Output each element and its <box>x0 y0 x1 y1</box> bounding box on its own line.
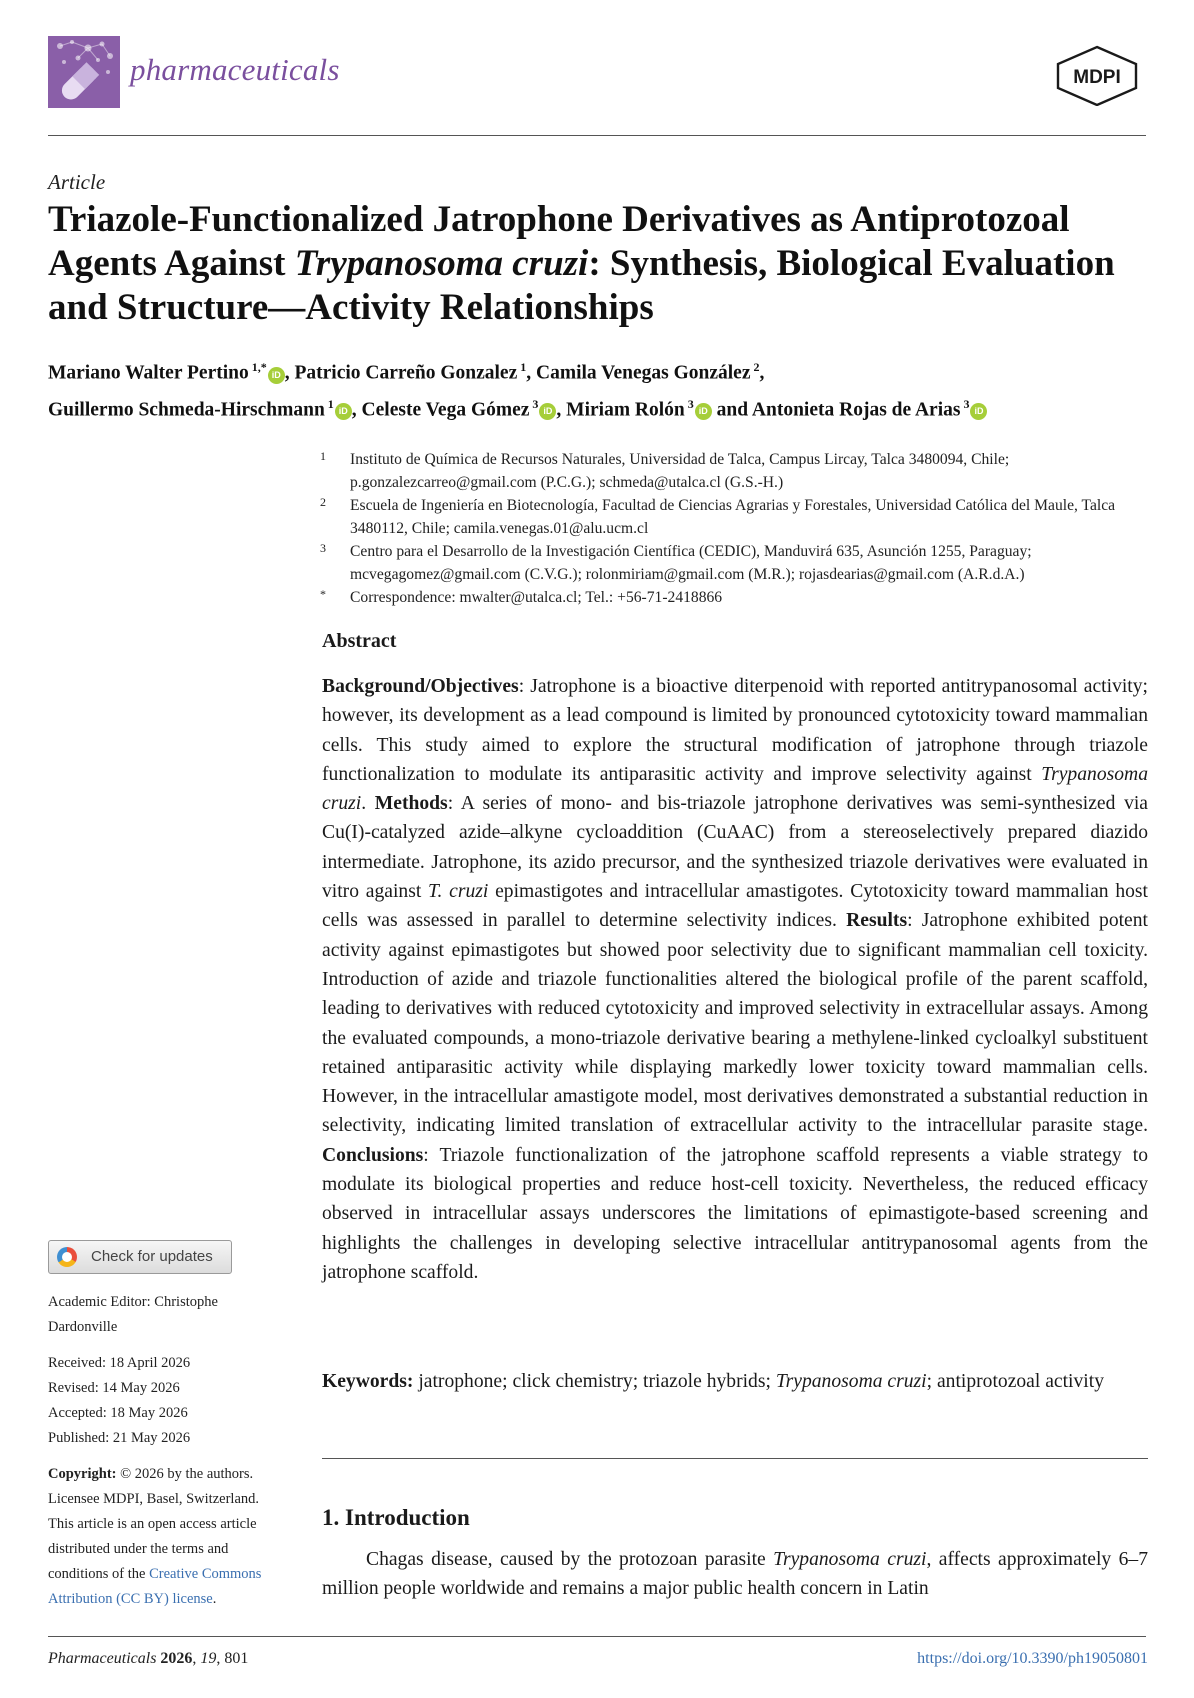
author-affiliation-marker: 2 <box>753 360 760 374</box>
footer-article: , 801 <box>216 1650 249 1667</box>
copyright-label: Copyright: <box>48 1466 117 1482</box>
label-conclusions: Conclusions <box>322 1144 424 1166</box>
species-name: Trypanosoma cruzi <box>322 763 1148 815</box>
header-divider <box>48 135 1146 136</box>
author-name[interactable]: Mariano Walter Pertino <box>48 362 249 384</box>
species-name: Trypanosoma cruzi <box>775 1371 927 1392</box>
publisher-name: MDPI <box>1073 67 1121 88</box>
author-affiliation-marker: 1,* <box>251 360 267 374</box>
label-methods: Methods <box>374 793 448 815</box>
author-separator: , <box>526 362 536 384</box>
date-accepted: Accepted: 18 May 2026 <box>48 1405 188 1421</box>
affiliation-text: Instituto de Química de Recursos Naturales, Universidad de Talca, Campus Lircay, Talca 3480094, Chile; p.gonzalezcarreo@gmail.com (P.C.G.); schmeda@utalca.cl (G.S.-H.) <box>350 451 1010 491</box>
author-name[interactable]: Antonieta Rojas de Arias <box>751 399 961 420</box>
affiliation-text: Centro para el Desarrollo de la Investigación Científica (CEDIC), Manduvirá 635, Asunción 1255, Paraguay; mcvegagomez@gmail.com (C.V.G.); rolonmiriam@gmail.com (M.R.); rojasdearias@gmail.com (A.R.d.A.) <box>350 543 1032 583</box>
label-results: Results <box>846 910 908 932</box>
author-separator: , <box>759 362 765 384</box>
orcid-icon[interactable]: iD <box>268 367 285 384</box>
footer-divider <box>48 1636 1146 1637</box>
intro-text: Chagas disease, caused by the protozoan parasite <box>366 1549 774 1570</box>
affiliation-text: Escuela de Ingeniería en Biotecnología, Facultad de Ciencias Agrarias y Forestales, Universidad Católica del Maule, Talca 3480112, Chile; camila.venegas.01@alu.ucm.cl <box>350 497 1116 537</box>
author-affiliation-marker: 3 <box>963 396 970 411</box>
copyright-notice <box>48 1462 288 1612</box>
author-affiliation-marker: 1 <box>520 360 527 374</box>
label-background: Background/Objectives <box>322 676 519 697</box>
abstract-text: . <box>361 793 375 815</box>
keywords-label: Keywords: <box>322 1371 414 1392</box>
journal-logo <box>48 36 120 108</box>
affiliation-item <box>320 448 1150 494</box>
author-name[interactable]: Camila Venegas González <box>536 362 751 384</box>
author-affiliation-marker: 3 <box>532 396 539 411</box>
author-separator: , <box>351 399 362 420</box>
title-part-1: Triazole-Functionalized Jatrophone Derivatives as Antiprotozoal Agents Against <box>48 199 1070 284</box>
abstract-text: : Jatrophone exhibited potent activity against epimastigotes but showed poor selectivity due to significant mammalian cell toxicity. Introduction of azide and triazole functionalities altered the biological profile of the parent scaffold, leading to derivatives with reduced cytotoxicity and improved selectivity in extracellular assays. Among the evaluated compounds, a mono-triazole derivative bearing a methylene-linked cycloalkyl substituent retained antiparasitic activity while displaying markedly lower toxicity toward mammalian cells. However, in the intracellular amastigote model, most derivatives demonstrated a substantial reduction in selectivity, indicating limited translation of extracellular activity to the intracellular parasite stage. <box>322 910 1148 1137</box>
intro-text: , affects approximately 6–7 million people worldwide and remains a major public health concern in Latin <box>322 1549 1149 1599</box>
date-published: Published: 21 May 2026 <box>48 1430 191 1446</box>
author-name[interactable]: Celeste Vega Gómez <box>361 399 530 420</box>
affiliation-number: 3 <box>320 541 326 555</box>
keywords-text: jatrophone; click chemistry; triazole hybrids; <box>413 1371 776 1392</box>
abstract-divider <box>322 1458 1148 1459</box>
author-name[interactable]: Miriam Rolón <box>566 399 685 420</box>
copyright-text: © 2026 by the authors. Licensee MDPI, Basel, Switzerland. This article is an open access article distributed under the terms and conditions of the <box>48 1466 260 1582</box>
orcid-icon[interactable]: iD <box>539 403 556 420</box>
keywords <box>322 1367 1148 1396</box>
abstract-text: : A series of mono- and bis-triazole jatrophone derivatives was semi-synthesized via Cu(I)-catalyzed azide–alkyne cycloaddition (CuAAC) from a stereoselectively prepared diazido intermediate. Jatrophone, its azido precursor, and the synthesized triazole derivatives were evaluated in vitro against <box>322 793 1149 903</box>
author-name[interactable]: Patricio Carreño Gonzalez <box>294 362 518 384</box>
date-revised: Revised: 14 May 2026 <box>48 1380 180 1396</box>
abstract-heading: Abstract <box>322 630 397 652</box>
author-list <box>48 352 1168 425</box>
pill-molecule-icon <box>48 36 120 108</box>
abstract-text: : Jatrophone is a bioactive diterpenoid with reported antitrypanosomal activity; however, its development as a lead compound is limited by pronounced cytotoxicity toward mammalian cells. This study aimed to explore the structural modification of jatrophone through triazole functionalization to modulate its antiparasitic activity and improve selectivity against <box>322 676 1148 785</box>
affiliations <box>320 448 1150 609</box>
section-heading-introduction: 1. Introduction <box>322 1505 470 1530</box>
mdpi-logo <box>1052 44 1142 106</box>
author-separator: and <box>711 399 752 420</box>
footer-year: 2026 <box>160 1650 193 1667</box>
footer-journal: Pharmaceuticals <box>48 1650 157 1667</box>
orcid-icon[interactable]: iD <box>695 403 712 420</box>
footer-volume: 19 <box>200 1650 217 1667</box>
author-affiliation-marker: 3 <box>687 396 694 411</box>
author-separator: , <box>284 362 295 384</box>
introduction-text <box>322 1545 1148 1603</box>
abstract-body <box>322 672 1148 1287</box>
journal-name: pharmaceuticals <box>130 52 340 87</box>
article-metadata <box>48 1290 288 1612</box>
author-name[interactable]: Guillermo Schmeda-Hirschmann <box>48 399 325 420</box>
check-for-updates-button[interactable] <box>48 1240 232 1274</box>
affiliation-number: 2 <box>320 495 326 509</box>
check-updates-label: Check for updates <box>91 1248 213 1265</box>
copyright-end: . <box>212 1591 217 1607</box>
affiliation-number: * <box>320 587 326 601</box>
article-title <box>48 198 1158 330</box>
check-updates-icon <box>57 1247 77 1267</box>
orcid-icon[interactable]: iD <box>335 403 352 420</box>
author-separator: , <box>556 399 567 420</box>
doi-link[interactable]: https://doi.org/10.3390/ph19050801 <box>917 1650 1148 1667</box>
orcid-icon[interactable]: iD <box>970 403 987 420</box>
title-part-2: : Synthesis, Biological Evaluation and Structure—Activity Relationships <box>48 243 1115 328</box>
abstract-text: : Triazole functionalization of the jatrophone scaffold represents a viable strategy to modulate its biological properties and reduce host-cell toxicity. Nevertheless, the reduced efficacy observed in intracellular assays underscores the limitations of epimastigote-based screening and highlights the challenges in developing selective intracellular antitrypanosomal agents from the jatrophone scaffold. <box>322 1144 1148 1283</box>
author-affiliation-marker: 1 <box>327 396 334 411</box>
keywords-text: ; antiprotozoal activity <box>926 1371 1104 1392</box>
date-received: Received: 18 April 2026 <box>48 1355 191 1371</box>
affiliation-item <box>320 586 1150 609</box>
mdpi-hexagon-icon <box>1052 44 1142 106</box>
license-link[interactable]: Creative Commons Attribution (CC BY) license <box>48 1566 262 1607</box>
academic-editor: Academic Editor: Christophe Dardonville <box>48 1294 218 1335</box>
affiliation-item <box>320 540 1150 586</box>
article-type: Article <box>48 170 106 194</box>
affiliation-number: 1 <box>320 449 326 463</box>
species-name: Trypanosoma cruzi <box>773 1549 927 1570</box>
species-name: T. cruzi <box>428 881 489 903</box>
abstract-text: epimastigotes and intracellular amastigotes. Cytotoxicity toward mammalian host cells was assessed in parallel to determine selectivity indices. <box>322 881 1148 932</box>
affiliation-text: Correspondence: mwalter@utalca.cl; Tel.: +56-71-2418866 <box>350 589 723 606</box>
affiliation-item <box>320 494 1150 540</box>
citation-footer: Pharmaceuticals 2026, 19, 801 <box>48 1650 249 1667</box>
title-italic: Trypanosoma cruzi <box>294 243 589 284</box>
